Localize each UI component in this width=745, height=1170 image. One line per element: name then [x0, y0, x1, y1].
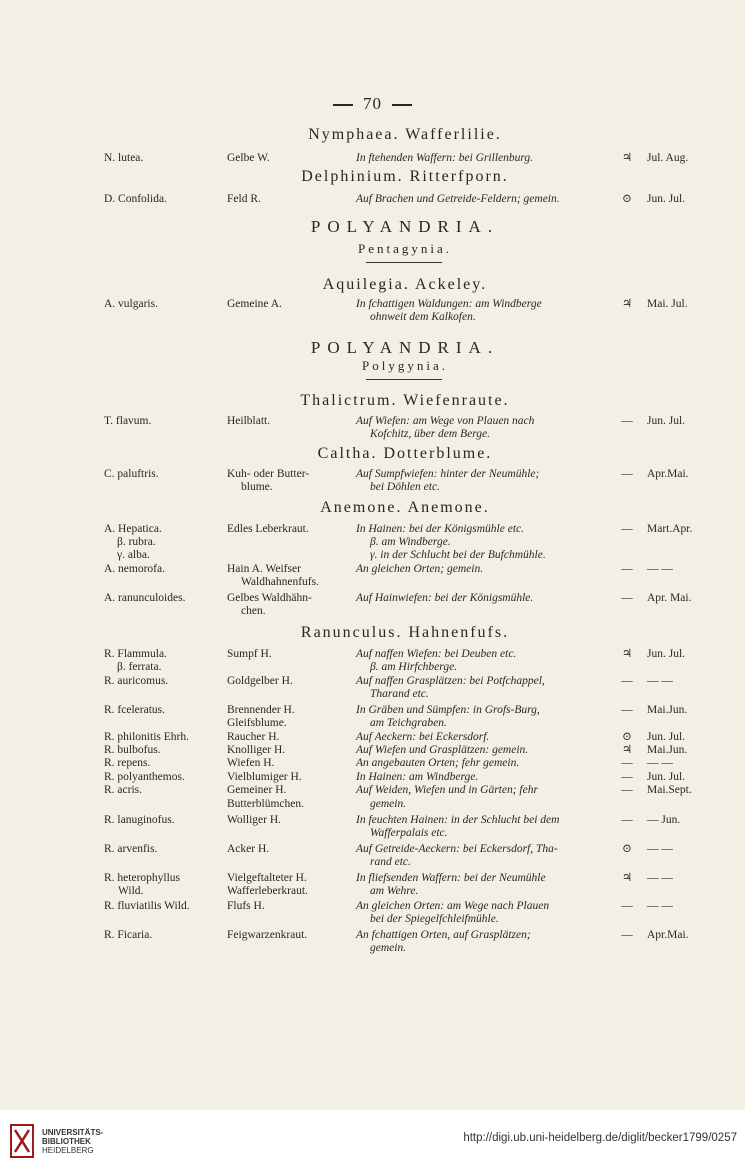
species-name: R. repens.	[104, 757, 151, 769]
class-heading: POLYANDRIA.	[310, 217, 500, 236]
german-name: chen.	[241, 605, 266, 617]
habitat-location: In Gräben und Sümpfen: in Grofs-Burg,	[356, 704, 540, 716]
german-name: Acker H.	[227, 843, 270, 855]
divider	[366, 379, 442, 380]
life-cycle-symbol: ⊙	[622, 843, 632, 855]
flowering-months: Apr.Mai.	[647, 468, 689, 480]
species-name: A. ranunculoides.	[104, 592, 186, 604]
life-cycle-symbol: —	[621, 415, 633, 427]
german-name: Butterblümchen.	[227, 798, 304, 810]
entry-row	[0, 784, 745, 798]
entry-row	[0, 193, 745, 207]
entry-row	[0, 929, 745, 943]
life-cycle-symbol: ♃	[621, 152, 633, 164]
german-name: Goldgelber H.	[227, 675, 293, 687]
order-heading: Polygynia.	[362, 358, 448, 373]
german-name: blume.	[241, 481, 273, 493]
life-cycle-symbol: ⊙	[622, 193, 632, 205]
habitat-location: In Hainen: am Windberge.	[356, 771, 479, 783]
species-name: A. Hepatica.	[104, 523, 162, 535]
entry-row	[0, 717, 745, 731]
german-name: Gleifsblume.	[227, 717, 287, 729]
order-heading: Pentagynia.	[357, 241, 452, 256]
life-cycle-symbol: ♃	[621, 648, 633, 660]
habitat-location: Kofchitz, über dem Berge.	[370, 428, 490, 440]
species-name: R. fceleratus.	[104, 704, 165, 716]
entry-row	[0, 675, 745, 689]
entry-row	[0, 913, 745, 927]
page-number: 70	[0, 94, 745, 114]
german-name: Wolliger H.	[227, 814, 282, 826]
entry-row	[0, 592, 745, 606]
species-name: R. Ficaria.	[104, 929, 153, 941]
habitat-location: In feuchten Hainen: in der Schlucht bei dem	[356, 814, 560, 826]
flowering-months: Jun. Jul.	[647, 193, 686, 205]
habitat-location: An gleichen Orten; gemein.	[356, 563, 484, 575]
flowering-months: Apr.Mai.	[647, 929, 689, 941]
entry-row	[0, 843, 745, 857]
life-cycle-symbol: —	[621, 675, 633, 687]
species-name: R. bulbofus.	[104, 744, 161, 756]
habitat-location: am Teichgraben.	[370, 717, 447, 729]
species-name: R. heterophyllus	[104, 872, 181, 884]
left-dash	[333, 104, 353, 106]
habitat-location: bei Döhlen etc.	[370, 481, 440, 493]
entry-row	[0, 900, 745, 914]
habitat-location: In fliefsenden Waffern: bei der Neumühle	[356, 872, 546, 884]
genus-caltha: Caltha. Dotterblume.	[317, 445, 493, 462]
habitat-location: Auf Weiden, Wiefen und in Gärten; fehr	[356, 784, 538, 796]
life-cycle-symbol: —	[621, 563, 633, 575]
species-name: C. paluftris.	[104, 468, 159, 480]
entry-row	[0, 731, 745, 745]
german-name: Vielblumiger H.	[227, 771, 302, 783]
life-cycle-symbol: —	[621, 523, 633, 535]
flowering-months: Jun. Jul.	[647, 771, 686, 783]
genus-ranunculus: Ranunculus. Hahnenfufs.	[300, 624, 510, 641]
flowering-months: — —	[647, 675, 673, 687]
species-name: β. ferrata.	[117, 661, 162, 673]
habitat-location: am Wehre.	[370, 885, 419, 897]
habitat-location: Auf Wiefen: am Wege von Plauen nach	[356, 415, 535, 427]
entry-row	[0, 872, 745, 886]
life-cycle-symbol: —	[621, 814, 633, 826]
flowering-months: — —	[647, 563, 673, 575]
habitat-location: In fchattigen Waldungen: am Windberge	[356, 298, 542, 310]
flowering-months: — —	[647, 757, 673, 769]
entry-row	[0, 704, 745, 718]
flowering-months: Jun. Jul.	[647, 731, 686, 743]
flowering-months: Mai.Jun.	[647, 704, 688, 716]
entry-row	[0, 523, 745, 537]
right-dash	[392, 104, 412, 106]
german-name: Wafferleberkraut.	[227, 885, 308, 897]
species-name: R. auricomus.	[104, 675, 169, 687]
species-name: R. philonitis Ehrh.	[104, 731, 189, 743]
habitat-location: Auf Hainwiefen: bei der Königsmühle.	[356, 592, 534, 604]
german-name: Gelbe W.	[227, 152, 270, 164]
entry-row	[0, 152, 745, 166]
species-name: R. Flammula.	[104, 648, 167, 660]
german-name: Wiefen H.	[227, 757, 275, 769]
life-cycle-symbol: ⊙	[622, 731, 632, 743]
habitat-location: An fchattigen Orten, auf Grasplätzen;	[356, 929, 531, 941]
entry-row	[0, 798, 745, 812]
genus-nymphaea: Nymphaea. Wafferlilie.	[308, 126, 502, 143]
life-cycle-symbol: —	[621, 929, 633, 941]
habitat-location: An angebauten Orten; fehr gemein.	[356, 757, 520, 769]
flowering-months: Mai. Jul.	[647, 298, 688, 310]
library-logo	[10, 1124, 34, 1158]
habitat-location: β. am Hirfchberge.	[370, 661, 458, 673]
species-name: β. rubra.	[117, 536, 156, 548]
habitat-location: In ftehenden Waffern: bei Grillenburg.	[356, 152, 534, 164]
life-cycle-symbol: ♃	[621, 872, 633, 884]
habitat-location: Auf Wiefen und Grasplätzen: gemein.	[356, 744, 529, 756]
flowering-months: Mai.Sept.	[647, 784, 692, 796]
habitat-location: bei der Spiegelfchleifmühle.	[370, 913, 499, 925]
life-cycle-symbol: ♃	[621, 298, 633, 310]
habitat-location: β. am Windberge.	[370, 536, 451, 548]
life-cycle-symbol: —	[621, 704, 633, 716]
entry-row	[0, 481, 745, 495]
entry-row	[0, 468, 745, 482]
german-name: Brennender H.	[227, 704, 295, 716]
genus-thalictrum: Thalictrum. Wiefenraute.	[300, 392, 510, 409]
habitat-location: gemein.	[370, 798, 407, 810]
habitat-location: gemein.	[370, 942, 407, 954]
flowering-months: — Jun.	[647, 814, 681, 826]
flowering-months: Jun. Jul.	[647, 415, 686, 427]
divider	[366, 262, 442, 263]
life-cycle-symbol: —	[621, 771, 633, 783]
life-cycle-symbol: —	[621, 468, 633, 480]
entry-row	[0, 661, 745, 675]
species-name: γ. alba.	[117, 549, 150, 561]
habitat-location: Auf Sumpfwiefen: hinter der Neumühle;	[356, 468, 540, 480]
flowering-months: — —	[647, 900, 673, 912]
german-name: Gemeine A.	[227, 298, 282, 310]
habitat-location: Auf Brachen und Getreide-Feldern; gemein.	[356, 193, 560, 205]
life-cycle-symbol: —	[621, 784, 633, 796]
species-name: T. flavum.	[104, 415, 152, 427]
genus-anemone: Anemone. Anemone.	[320, 499, 490, 516]
flowering-months: — —	[647, 843, 673, 855]
species-name: Wild.	[118, 885, 144, 897]
entry-row	[0, 311, 745, 325]
german-name: Feigwarzenkraut.	[227, 929, 308, 941]
species-name: A. nemorofa.	[104, 563, 165, 575]
genus-aquilegia: Aquilegia. Ackeley.	[322, 276, 488, 293]
habitat-location: Auf Aeckern: bei Eckersdorf.	[356, 731, 490, 743]
entry-row	[0, 536, 745, 550]
genus-delphinium: Delphinium. Ritterfporn.	[301, 168, 509, 185]
flowering-months: — —	[647, 872, 673, 884]
habitat-location: Auf naffen Wiefen: bei Deuben etc.	[356, 648, 517, 660]
entry-row	[0, 298, 745, 312]
entry-row	[0, 827, 745, 841]
german-name: Waldhahnenfufs.	[241, 576, 319, 588]
species-name: R. polyanthemos.	[104, 771, 185, 783]
entry-row	[0, 549, 745, 563]
german-name: Hain A. Weifser	[227, 563, 301, 575]
habitat-location: Auf Getreide-Aeckern: bei Eckersdorf, Tha-	[356, 843, 558, 855]
habitat-location: rand etc.	[370, 856, 411, 868]
german-name: Gelbes Waldhähn-	[227, 592, 312, 604]
entry-row	[0, 814, 745, 828]
entry-row	[0, 856, 745, 870]
entry-row	[0, 885, 745, 899]
entry-row	[0, 757, 745, 771]
german-name: Heilblatt.	[227, 415, 271, 427]
life-cycle-symbol: —	[621, 757, 633, 769]
species-name: R. acris.	[104, 784, 143, 796]
german-name: Knolliger H.	[227, 744, 286, 756]
german-name: Raucher H.	[227, 731, 280, 743]
life-cycle-symbol: —	[621, 592, 633, 604]
flowering-months: Apr. Mai.	[647, 592, 692, 604]
life-cycle-symbol: ♃	[621, 744, 633, 756]
entry-row	[0, 576, 745, 590]
species-name: R. lanuginofus.	[104, 814, 175, 826]
habitat-location: Wafferpalais etc.	[370, 827, 448, 839]
entry-row	[0, 744, 745, 758]
german-name: Kuh- oder Butter-	[227, 468, 310, 480]
habitat-location: Tharand etc.	[370, 688, 429, 700]
flowering-months: Jul. Aug.	[647, 152, 689, 164]
habitat-location: γ. in der Schlucht bei der Bufchmühle.	[370, 549, 546, 561]
german-name: Feld R.	[227, 193, 261, 205]
habitat-location: In Hainen: bei der Königsmühle etc.	[356, 523, 524, 535]
german-name: Vielgeftalteter H.	[227, 872, 307, 884]
german-name: Sumpf H.	[227, 648, 272, 660]
german-name: Gemeiner H.	[227, 784, 287, 796]
species-name: D. Confolida.	[104, 193, 167, 205]
species-name: N. lutea.	[104, 152, 144, 164]
species-name: A. vulgaris.	[104, 298, 158, 310]
species-name: R. fluviatilis Wild.	[104, 900, 190, 912]
entry-row	[0, 428, 745, 442]
entry-row	[0, 688, 745, 702]
entry-row	[0, 942, 745, 956]
entry-row	[0, 771, 745, 785]
source-url-link[interactable]: http://digi.ub.uni-heidelberg.de/diglit/becker1799/0257	[463, 1132, 737, 1144]
entry-row	[0, 563, 745, 577]
german-name: Edles Leberkraut.	[227, 523, 309, 535]
habitat-location: ohnweit dem Kalkofen.	[370, 311, 476, 323]
life-cycle-symbol: —	[621, 900, 633, 912]
flowering-months: Mart.Apr.	[647, 523, 693, 535]
flowering-months: Mai.Jun.	[647, 744, 688, 756]
habitat-location: An gleichen Orten: am Wege nach Plauen	[356, 900, 550, 912]
library-name: UNIVERSITÄTS- BIBLIOTHEK HEIDELBERG	[42, 1128, 104, 1155]
habitat-location: Auf naffen Grasplätzen: bei Potfchappel,	[356, 675, 545, 687]
flowering-months: Jun. Jul.	[647, 648, 686, 660]
species-name: R. arvenfis.	[104, 843, 158, 855]
entry-row	[0, 415, 745, 429]
german-name: Flufs H.	[227, 900, 265, 912]
footer-bar	[0, 1110, 745, 1170]
class-heading: POLYANDRIA.	[310, 338, 500, 357]
entry-row	[0, 648, 745, 662]
entry-row	[0, 605, 745, 619]
